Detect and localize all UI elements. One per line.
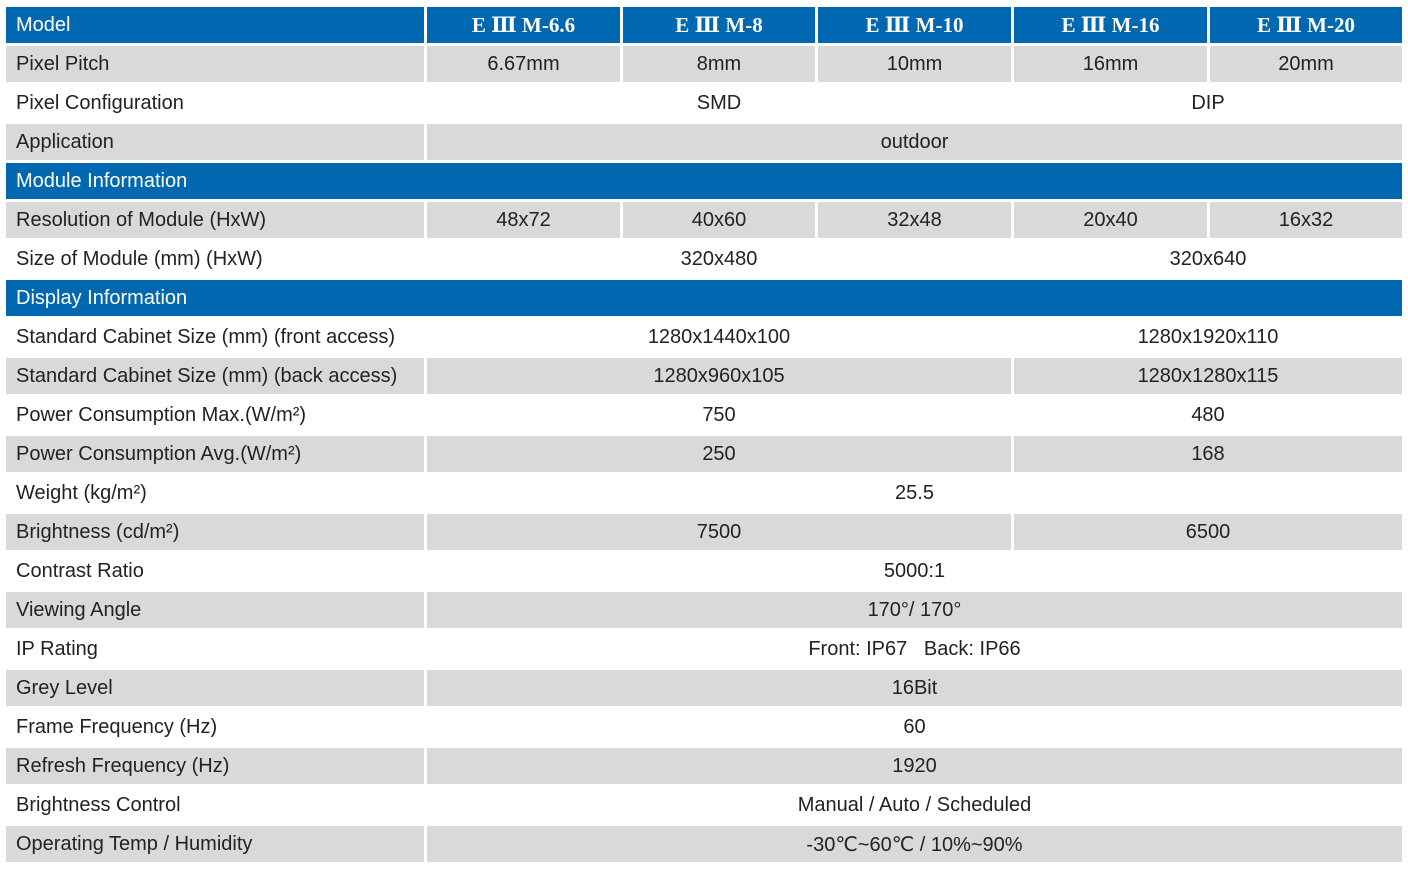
row-label: Refresh Frequency (Hz) [6, 748, 424, 787]
row-label: Brightness (cd/m²) [6, 514, 424, 553]
cell-value: Front: IP67 Back: IP66 [424, 631, 1402, 670]
cell-value: 170°/ 170° [424, 592, 1402, 631]
model-name: E Ⅲ M-10 [815, 7, 1011, 46]
spec-row-application [6, 124, 1402, 163]
row-label: Viewing Angle [6, 592, 424, 631]
section-header-module [6, 163, 1402, 202]
section-header-display [6, 280, 1402, 319]
model-label: Model [6, 7, 424, 46]
spec-row-refresh-frequency [6, 748, 1402, 787]
cell-value: 10mm [815, 46, 1011, 85]
cell-value: 20x40 [1011, 202, 1207, 241]
spec-row-module-resolution [6, 202, 1402, 241]
header-row [6, 7, 1402, 46]
spec-row-operating-temp [6, 826, 1402, 865]
row-label: Application [6, 124, 424, 163]
spec-row-grey-level [6, 670, 1402, 709]
model-name: E Ⅲ M-20 [1207, 7, 1402, 46]
cell-value: SMD [424, 85, 1011, 124]
spec-row-contrast-ratio [6, 553, 1402, 592]
spec-row-module-size [6, 241, 1402, 280]
spec-row-ip-rating [6, 631, 1402, 670]
cell-value: 40x60 [620, 202, 815, 241]
row-label: Contrast Ratio [6, 553, 424, 592]
row-label: Pixel Configuration [6, 85, 424, 124]
row-label: Operating Temp / Humidity [6, 826, 424, 865]
cell-value: 48x72 [424, 202, 620, 241]
row-label: IP Rating [6, 631, 424, 670]
cell-value: Manual / Auto / Scheduled [424, 787, 1402, 826]
cell-value: 1280x1920x110 [1011, 319, 1402, 358]
cell-value: 7500 [424, 514, 1011, 553]
spec-row-power-avg [6, 436, 1402, 475]
cell-value: 168 [1011, 436, 1402, 475]
model-name: E Ⅲ M-6.6 [424, 7, 620, 46]
row-label: Size of Module (mm) (HxW) [6, 241, 424, 280]
model-name: E Ⅲ M-16 [1011, 7, 1207, 46]
cell-value: 60 [424, 709, 1402, 748]
model-name: E Ⅲ M-8 [620, 7, 815, 46]
row-label: Grey Level [6, 670, 424, 709]
cell-value: -30℃~60℃ / 10%~90% [424, 826, 1402, 865]
row-label: Power Consumption Max.(W/m²) [6, 397, 424, 436]
cell-value: 16x32 [1207, 202, 1402, 241]
row-label: Standard Cabinet Size (mm) (front access) [6, 319, 424, 358]
cell-value: 320x640 [1011, 241, 1402, 280]
cell-value: 1280x1440x100 [424, 319, 1011, 358]
spec-table [6, 7, 1402, 865]
row-label: Frame Frequency (Hz) [6, 709, 424, 748]
cell-value: outdoor [424, 124, 1402, 163]
spec-row-pixel-pitch [6, 46, 1402, 85]
row-label: Pixel Pitch [6, 46, 424, 85]
cell-value: 1920 [424, 748, 1402, 787]
cell-value: 6500 [1011, 514, 1402, 553]
row-label: Power Consumption Avg.(W/m²) [6, 436, 424, 475]
row-label: Weight (kg/m²) [6, 475, 424, 514]
cell-value: 480 [1011, 397, 1402, 436]
cell-value: 32x48 [815, 202, 1011, 241]
cell-value: 1280x960x105 [424, 358, 1011, 397]
spec-row-pixel-configuration [6, 85, 1402, 124]
spec-row-frame-frequency [6, 709, 1402, 748]
cell-value: 8mm [620, 46, 815, 85]
cell-value: 25.5 [424, 475, 1402, 514]
cell-value: 1280x1280x115 [1011, 358, 1402, 397]
spec-row-power-max [6, 397, 1402, 436]
spec-row-brightness [6, 514, 1402, 553]
cell-value: 750 [424, 397, 1011, 436]
spec-row-cabinet-front [6, 319, 1402, 358]
spec-row-cabinet-back [6, 358, 1402, 397]
spec-row-brightness-control [6, 787, 1402, 826]
row-label: Resolution of Module (HxW) [6, 202, 424, 241]
spec-row-weight [6, 475, 1402, 514]
cell-value: 6.67mm [424, 46, 620, 85]
section-title: Module Information [6, 163, 1402, 202]
cell-value: 320x480 [424, 241, 1011, 280]
row-label: Standard Cabinet Size (mm) (back access) [6, 358, 424, 397]
cell-value: 250 [424, 436, 1011, 475]
cell-value: 20mm [1207, 46, 1402, 85]
cell-value: 16Bit [424, 670, 1402, 709]
cell-value: 5000:1 [424, 553, 1402, 592]
cell-value: DIP [1011, 85, 1402, 124]
spec-row-viewing-angle [6, 592, 1402, 631]
cell-value: 16mm [1011, 46, 1207, 85]
section-title: Display Information [6, 280, 1402, 319]
row-label: Brightness Control [6, 787, 424, 826]
